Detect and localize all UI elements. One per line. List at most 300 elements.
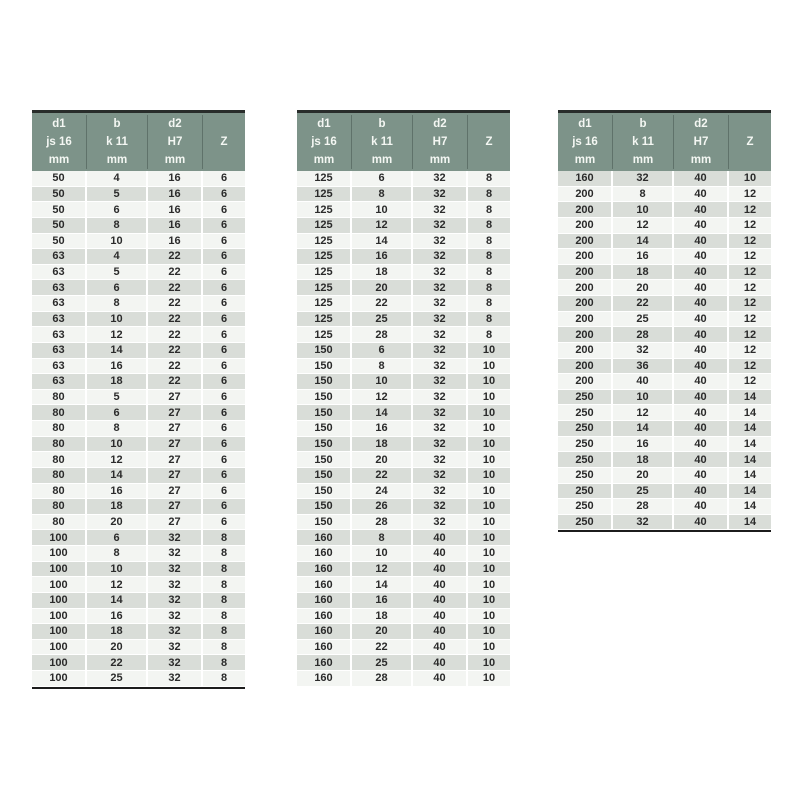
cell: 100: [32, 562, 87, 577]
cell: 40: [674, 374, 729, 389]
cell: 10: [87, 234, 148, 249]
cell: 20: [352, 280, 413, 295]
table-row: [297, 530, 510, 546]
table-row: [297, 484, 510, 500]
cell: 125: [297, 187, 352, 202]
cell: 80: [32, 452, 87, 467]
cell: 6: [87, 405, 148, 420]
cell: 125: [297, 296, 352, 311]
cell: 12: [743, 250, 757, 263]
cell: 160: [297, 577, 352, 592]
cell: 80: [32, 437, 87, 452]
cell: 18: [87, 624, 148, 639]
cell: 32: [413, 171, 468, 186]
table-1-body: [32, 171, 245, 689]
cell: 8: [485, 297, 493, 310]
cell: 200: [558, 296, 613, 311]
cell: 20: [352, 624, 413, 639]
cell: 8: [352, 530, 413, 545]
column-header: [352, 115, 413, 169]
cell: 8: [485, 266, 493, 279]
cell: 27: [148, 390, 203, 405]
cell: 6: [220, 172, 228, 185]
table-row: [297, 624, 510, 640]
table-row: [297, 343, 510, 359]
table-row: [297, 171, 510, 187]
table-row: [297, 609, 510, 625]
table-row: [32, 437, 245, 453]
cell: 14: [743, 437, 757, 450]
cell: 10: [482, 547, 496, 560]
cell: 4: [87, 171, 148, 186]
table-row: [32, 624, 245, 640]
column-header-line: [203, 115, 245, 133]
column-header-line: [468, 115, 510, 133]
cell: 28: [352, 515, 413, 530]
cell: 32: [413, 359, 468, 374]
cell: 40: [413, 655, 468, 670]
column-header-line: [729, 151, 771, 169]
cell: 32: [613, 171, 674, 186]
cell: 200: [558, 202, 613, 217]
cell: 32: [148, 671, 203, 686]
table-row: [558, 499, 771, 515]
table-row: [32, 171, 245, 187]
cell: 8: [613, 187, 674, 202]
cell: 6: [87, 280, 148, 295]
column-header-line: H7: [693, 136, 709, 148]
cell: 6: [220, 328, 228, 341]
cell: 32: [413, 296, 468, 311]
cell: 20: [613, 468, 674, 483]
cell: 100: [32, 546, 87, 561]
cell: 150: [297, 452, 352, 467]
cell: 32: [413, 437, 468, 452]
cell: 8: [220, 609, 228, 622]
cell: 10: [482, 484, 496, 497]
cell: 16: [352, 421, 413, 436]
cell: 18: [87, 374, 148, 389]
cell: 125: [297, 218, 352, 233]
cell: 100: [32, 609, 87, 624]
cell: 80: [32, 421, 87, 436]
table-row: [558, 452, 771, 468]
cell: 80: [32, 405, 87, 420]
cell: 63: [32, 249, 87, 264]
cell: 200: [558, 249, 613, 264]
cell: 10: [482, 422, 496, 435]
table-row: [32, 405, 245, 421]
cell: 10: [482, 437, 496, 450]
cell: 16: [613, 437, 674, 452]
table-row: [32, 593, 245, 609]
cell: 150: [297, 437, 352, 452]
table-row: [32, 484, 245, 500]
column-header-line: js 16: [572, 136, 598, 148]
cell: 16: [87, 484, 148, 499]
table-row: [558, 265, 771, 281]
cell: 5: [87, 390, 148, 405]
cell: 10: [482, 609, 496, 622]
cell: 14: [87, 593, 148, 608]
column-header-line: k 11: [106, 136, 128, 148]
table-row: [297, 265, 510, 281]
cell: 32: [413, 515, 468, 530]
table-row: [297, 327, 510, 343]
column-header: [674, 115, 729, 169]
cell: 22: [148, 327, 203, 342]
cell: 10: [482, 344, 496, 357]
cell: 14: [87, 468, 148, 483]
cell: 32: [413, 312, 468, 327]
table-row: [297, 577, 510, 593]
cell: 32: [413, 280, 468, 295]
cell: 16: [87, 609, 148, 624]
cell: 22: [148, 312, 203, 327]
table-row: [32, 234, 245, 250]
table-row: [558, 218, 771, 234]
table-row: [558, 390, 771, 406]
table-row: [558, 405, 771, 421]
table-row: [297, 437, 510, 453]
cell: 6: [220, 344, 228, 357]
cell: 18: [87, 499, 148, 514]
table-row: [32, 296, 245, 312]
cell: 16: [613, 249, 674, 264]
cell: 6: [87, 202, 148, 217]
table-row: [297, 202, 510, 218]
cell: 14: [613, 421, 674, 436]
table-row: [32, 515, 245, 531]
cell: 10: [482, 641, 496, 654]
cell: 12: [743, 328, 757, 341]
cell: 8: [220, 547, 228, 560]
cell: 6: [220, 406, 228, 419]
column-header-line: d2: [168, 118, 182, 130]
table-row: [297, 499, 510, 515]
table-row: [297, 249, 510, 265]
cell: 12: [743, 344, 757, 357]
cell: 40: [413, 624, 468, 639]
cell: 25: [352, 655, 413, 670]
cell: 6: [220, 266, 228, 279]
cell: 6: [220, 500, 228, 513]
cell: 14: [743, 453, 757, 466]
cell: 10: [482, 625, 496, 638]
cell: 63: [32, 343, 87, 358]
cell: 40: [674, 296, 729, 311]
cell: 6: [220, 453, 228, 466]
cell: 14: [743, 422, 757, 435]
cell: 32: [413, 327, 468, 342]
cell: 40: [413, 577, 468, 592]
cell: 27: [148, 452, 203, 467]
column-header: [729, 115, 771, 169]
cell: 8: [485, 250, 493, 263]
cell: 150: [297, 390, 352, 405]
cell: 80: [32, 499, 87, 514]
cell: 14: [613, 234, 674, 249]
cell: 28: [352, 327, 413, 342]
table-row: [32, 577, 245, 593]
table-row: [297, 593, 510, 609]
cell: 14: [743, 500, 757, 513]
column-header-line: d2: [433, 118, 447, 130]
cell: 12: [87, 327, 148, 342]
table-row: [32, 530, 245, 546]
cell: 10: [87, 437, 148, 452]
cell: 63: [32, 296, 87, 311]
cell: 200: [558, 312, 613, 327]
cell: 5: [87, 187, 148, 202]
cell: 63: [32, 265, 87, 280]
cell: 22: [87, 655, 148, 670]
cell: 8: [485, 312, 493, 325]
cell: 18: [352, 437, 413, 452]
table-row: [297, 468, 510, 484]
cell: 10: [613, 202, 674, 217]
cell: 12: [743, 297, 757, 310]
table-row: [32, 249, 245, 265]
cell: 32: [413, 499, 468, 514]
table-row: [32, 499, 245, 515]
cell: 36: [613, 359, 674, 374]
cell: 20: [87, 640, 148, 655]
cell: 200: [558, 327, 613, 342]
cell: 8: [220, 672, 228, 685]
cell: 8: [485, 187, 493, 200]
cell: 10: [482, 500, 496, 513]
column-header-line: Z: [746, 136, 754, 148]
column-header-line: mm: [313, 154, 335, 166]
cell: 22: [148, 249, 203, 264]
cell: 8: [220, 625, 228, 638]
cell: 18: [352, 265, 413, 280]
cell: 160: [297, 593, 352, 608]
table-row: [32, 280, 245, 296]
cell: 8: [485, 172, 493, 185]
cell: 10: [482, 562, 496, 575]
column-header: [297, 115, 352, 169]
cell: 10: [482, 406, 496, 419]
cell: 40: [674, 234, 729, 249]
table-row: [558, 171, 771, 187]
table-row: [558, 202, 771, 218]
table-row: [558, 187, 771, 203]
cell: 8: [485, 328, 493, 341]
cell: 150: [297, 484, 352, 499]
cell: 8: [87, 421, 148, 436]
cell: 14: [352, 405, 413, 420]
cell: 40: [413, 562, 468, 577]
cell: 22: [148, 296, 203, 311]
cell: 12: [743, 359, 757, 372]
cell: 250: [558, 405, 613, 420]
cell: 28: [352, 671, 413, 686]
cell: 14: [743, 516, 757, 529]
cell: 6: [220, 359, 228, 372]
cell: 200: [558, 359, 613, 374]
table-row: [558, 468, 771, 484]
cell: 12: [743, 312, 757, 325]
cell: 160: [297, 655, 352, 670]
table-3-header: [558, 110, 771, 171]
cell: 10: [352, 202, 413, 217]
column-header-line: d2: [694, 118, 708, 130]
cell: 32: [148, 530, 203, 545]
cell: 6: [220, 391, 228, 404]
column-header: [558, 115, 613, 169]
cell: 32: [413, 374, 468, 389]
column-header: [468, 115, 510, 169]
column-header-line: Z: [485, 136, 493, 148]
cell: 16: [148, 187, 203, 202]
column-header-line: mm: [106, 154, 128, 166]
table-row: [297, 374, 510, 390]
cell: 150: [297, 499, 352, 514]
cell: 28: [613, 499, 674, 514]
table-row: [297, 562, 510, 578]
table-row: [558, 249, 771, 265]
table-row: [558, 343, 771, 359]
cell: 10: [87, 562, 148, 577]
table-row: [297, 187, 510, 203]
cell: 50: [32, 218, 87, 233]
cell: 32: [413, 421, 468, 436]
cell: 50: [32, 171, 87, 186]
cell: 150: [297, 343, 352, 358]
cell: 40: [674, 280, 729, 295]
cell: 40: [674, 499, 729, 514]
cell: 12: [352, 218, 413, 233]
cell: 40: [413, 671, 468, 686]
cell: 10: [482, 656, 496, 669]
cell: 8: [485, 219, 493, 232]
cell: 8: [220, 531, 228, 544]
cell: 10: [743, 172, 757, 185]
cell: 16: [148, 218, 203, 233]
cell: 100: [32, 640, 87, 655]
cell: 8: [87, 296, 148, 311]
cell: 63: [32, 312, 87, 327]
cell: 40: [674, 421, 729, 436]
spec-table-1: [32, 110, 245, 689]
cell: 150: [297, 468, 352, 483]
cell: 4: [87, 249, 148, 264]
table-row: [297, 546, 510, 562]
cell: 27: [148, 468, 203, 483]
cell: 27: [148, 499, 203, 514]
cell: 6: [87, 530, 148, 545]
cell: 40: [413, 546, 468, 561]
cell: 27: [148, 437, 203, 452]
cell: 6: [220, 219, 228, 232]
table-row: [32, 609, 245, 625]
cell: 40: [413, 640, 468, 655]
table-row: [32, 671, 245, 687]
cell: 80: [32, 390, 87, 405]
cell: 32: [148, 609, 203, 624]
cell: 8: [220, 656, 228, 669]
cell: 16: [148, 171, 203, 186]
cell: 40: [674, 327, 729, 342]
cell: 125: [297, 171, 352, 186]
cell: 250: [558, 390, 613, 405]
cell: 200: [558, 265, 613, 280]
cell: 50: [32, 187, 87, 202]
cell: 6: [220, 484, 228, 497]
cell: 8: [220, 641, 228, 654]
cell: 32: [413, 249, 468, 264]
cell: 250: [558, 452, 613, 467]
cell: 8: [220, 562, 228, 575]
cell: 8: [220, 578, 228, 591]
cell: 12: [743, 281, 757, 294]
column-header-line: [203, 151, 245, 169]
table-row: [297, 390, 510, 406]
cell: 32: [148, 640, 203, 655]
column-header-line: k 11: [632, 136, 654, 148]
cell: 32: [413, 218, 468, 233]
cell: 32: [148, 655, 203, 670]
cell: 125: [297, 327, 352, 342]
table-row: [32, 374, 245, 390]
table-row: [297, 312, 510, 328]
table-row: [558, 234, 771, 250]
cell: 150: [297, 374, 352, 389]
column-header-line: js 16: [311, 136, 337, 148]
table-row: [558, 359, 771, 375]
cell: 22: [148, 343, 203, 358]
cell: 150: [297, 405, 352, 420]
table-row: [558, 484, 771, 500]
cell: 12: [352, 562, 413, 577]
cell: 12: [743, 203, 757, 216]
cell: 16: [352, 249, 413, 264]
cell: 18: [613, 265, 674, 280]
cell: 6: [352, 343, 413, 358]
cell: 12: [352, 390, 413, 405]
cell: 14: [743, 391, 757, 404]
cell: 14: [743, 469, 757, 482]
cell: 40: [674, 187, 729, 202]
column-header: [413, 115, 468, 169]
cell: 32: [413, 343, 468, 358]
cell: 12: [87, 577, 148, 592]
cell: 50: [32, 234, 87, 249]
table-row: [558, 296, 771, 312]
cell: 40: [674, 390, 729, 405]
cell: 27: [148, 484, 203, 499]
cell: 12: [87, 452, 148, 467]
cell: 125: [297, 249, 352, 264]
cell: 160: [297, 671, 352, 686]
cell: 40: [613, 374, 674, 389]
table-1-header: [32, 110, 245, 171]
cell: 22: [352, 640, 413, 655]
cell: 12: [743, 266, 757, 279]
cell: 125: [297, 265, 352, 280]
cell: 32: [413, 484, 468, 499]
cell: 20: [352, 452, 413, 467]
cell: 16: [352, 593, 413, 608]
cell: 40: [674, 359, 729, 374]
table-row: [297, 280, 510, 296]
column-header-line: mm: [429, 154, 451, 166]
cell: 40: [674, 249, 729, 264]
cell: 160: [297, 546, 352, 561]
cell: 16: [148, 234, 203, 249]
